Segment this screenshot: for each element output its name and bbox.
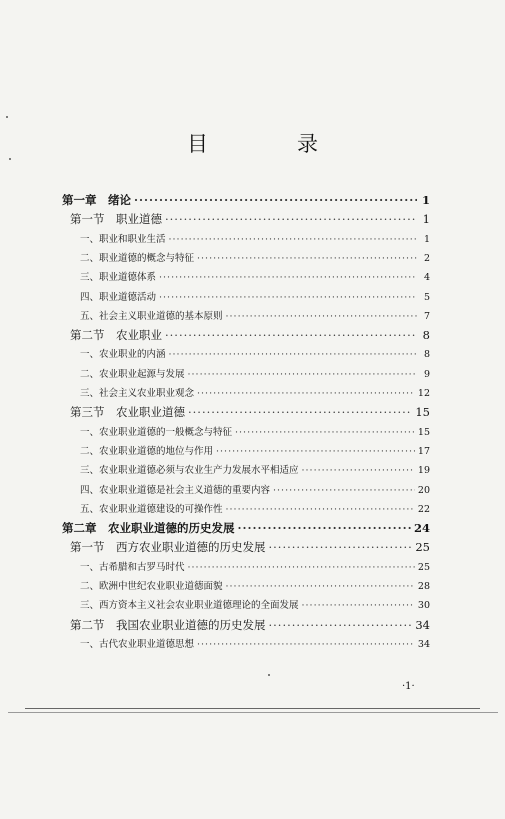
page-number: ·1· [402, 681, 415, 692]
toc-entry-page: 30 [417, 600, 430, 612]
dot-leader [302, 600, 415, 611]
toc-entry-label: 三、社会主义农业职业观念 [80, 388, 195, 399]
toc-entry-label: 一、农业职业的内涵 [80, 349, 166, 361]
toc-entry-section [70, 327, 430, 343]
toc-entry-item [80, 578, 430, 592]
toc-entry-label: 二、农业职业起源与发展 [80, 368, 185, 380]
dot-leader [216, 446, 415, 457]
toc-entry-page: 25 [415, 540, 430, 555]
toc-entry-label: 二、职业道德的概念与特征 [80, 252, 195, 264]
toc-entry-label: 第一章 绪论 [62, 193, 131, 207]
toc-entry-item [80, 462, 430, 476]
dot-leader [197, 388, 415, 399]
scan-rule [25, 708, 480, 709]
dot-leader [165, 212, 417, 226]
toc-entry-label: 第一节 西方农业职业道德的历史发展 [70, 540, 266, 555]
toc-entry-page: 2 [423, 252, 430, 264]
toc-entry-section [70, 539, 430, 555]
toc-entry-chapter [62, 192, 430, 208]
toc-entry-chapter [62, 520, 430, 536]
toc-entry-page: 7 [423, 310, 430, 322]
scan-rule [8, 712, 498, 713]
dot-leader [159, 292, 417, 303]
toc-entry-item [80, 482, 430, 496]
toc-entry-label: 三、西方资本主义社会农业职业道德理论的全面发展 [80, 600, 299, 612]
dot-leader [197, 639, 415, 650]
toc-entry-page: 1 [421, 193, 430, 207]
toc-entry-page: 8 [422, 328, 430, 343]
toc-entry-label: 四、职业道德活动 [80, 291, 157, 303]
toc-entry-item [80, 636, 430, 650]
toc-entry-label: 五、社会主义职业道德的基本原则 [80, 310, 223, 322]
dot-leader [269, 540, 413, 554]
toc-entry-page: 28 [417, 581, 430, 592]
toc-entry-section [70, 617, 430, 633]
dot-leader [302, 465, 415, 476]
toc-entry-page: 5 [423, 291, 430, 303]
toc-entry-page: 17 [417, 445, 430, 457]
toc-entry-item [80, 501, 430, 515]
toc-entry-page: 25 [417, 561, 430, 573]
toc-entry-page: 34 [417, 638, 430, 650]
toc-entry-page: 20 [417, 484, 430, 496]
toc-entry-item [80, 308, 430, 322]
page-title: 目 录 [187, 132, 352, 156]
toc-entry-page: 15 [415, 405, 430, 420]
toc-entry-page: 9 [423, 368, 430, 380]
toc-entry-item [80, 269, 430, 283]
dot-leader [134, 193, 417, 207]
toc-entry-page: 8 [423, 349, 430, 361]
toc-entry-section [70, 404, 430, 420]
toc-entry-item [80, 385, 430, 399]
toc-entry-label: 一、古希腊和古罗马时代 [80, 561, 185, 573]
toc-entry-item [80, 346, 430, 360]
dot-leader [269, 618, 413, 632]
toc-entry-label: 四、农业职业道德是社会主义道德的重要内容 [80, 484, 271, 496]
toc-entry-page: 15 [417, 426, 430, 438]
toc-entry-item [80, 289, 430, 303]
dot-leader [238, 521, 411, 535]
toc-entry-page: 1 [422, 212, 430, 227]
toc-entry-item [80, 366, 430, 380]
dot-leader [165, 328, 417, 342]
dot-leader [226, 581, 415, 592]
toc-entry-label: 一、古代农业职业道德思想 [80, 638, 195, 650]
dot-leader [273, 485, 415, 496]
toc-entry-label: 第二节 我国农业职业道德的历史发展 [70, 617, 266, 632]
dot-leader [188, 369, 417, 380]
dot-leader [169, 349, 417, 360]
dot-leader [226, 504, 415, 515]
toc-entry-label: 第二节 农业职业 [70, 328, 162, 343]
scan-speck [9, 158, 11, 160]
toc-entry-page: 1 [423, 233, 430, 245]
toc-entry-item [80, 250, 430, 264]
toc-entry-page: 19 [417, 465, 430, 477]
dot-leader [235, 427, 415, 438]
toc-entry-item [80, 443, 430, 457]
dot-leader [188, 562, 415, 573]
toc-entry-page: 24 [413, 521, 430, 536]
dot-leader [169, 234, 417, 245]
dot-leader [159, 272, 417, 283]
toc-entry-page: 22 [417, 503, 430, 515]
toc-entry-item [80, 597, 430, 611]
toc-entry-page: 34 [415, 617, 430, 632]
toc-entry-label: 三、职业道德体系 [80, 272, 157, 284]
dot-leader [188, 405, 412, 419]
toc-entry-label: 第一节 职业道德 [70, 212, 162, 227]
toc-entry-label: 三、农业职业道德必须与农业生产力发展水平相适应 [80, 465, 299, 477]
scan-speck [268, 674, 270, 676]
toc-entry-label: 二、农业职业道德的地位与作用 [80, 445, 214, 457]
dot-leader [226, 311, 417, 322]
toc-entry-item [80, 424, 430, 438]
scan-speck [6, 116, 8, 118]
toc-entry-label: 五、农业职业道德建设的可操作性 [80, 503, 223, 515]
toc-entry-section [70, 211, 430, 227]
toc-entry-label: 第三节 农业职业道德 [70, 405, 185, 420]
toc-entry-item [80, 231, 430, 245]
toc-entry-label: 二、欧洲中世纪农业职业道德面貌 [80, 581, 223, 592]
toc-entry-label: 第二章 农业职业道德的历史发展 [62, 521, 235, 536]
dot-leader [197, 253, 417, 264]
toc-entry-label: 一、职业和职业生活 [80, 233, 166, 245]
toc-entry-page: 4 [423, 272, 430, 284]
toc-entry-label: 一、农业职业道德的一般概念与特征 [80, 426, 233, 438]
toc-entry-item [80, 559, 430, 573]
toc-entry-page: 12 [417, 388, 430, 399]
